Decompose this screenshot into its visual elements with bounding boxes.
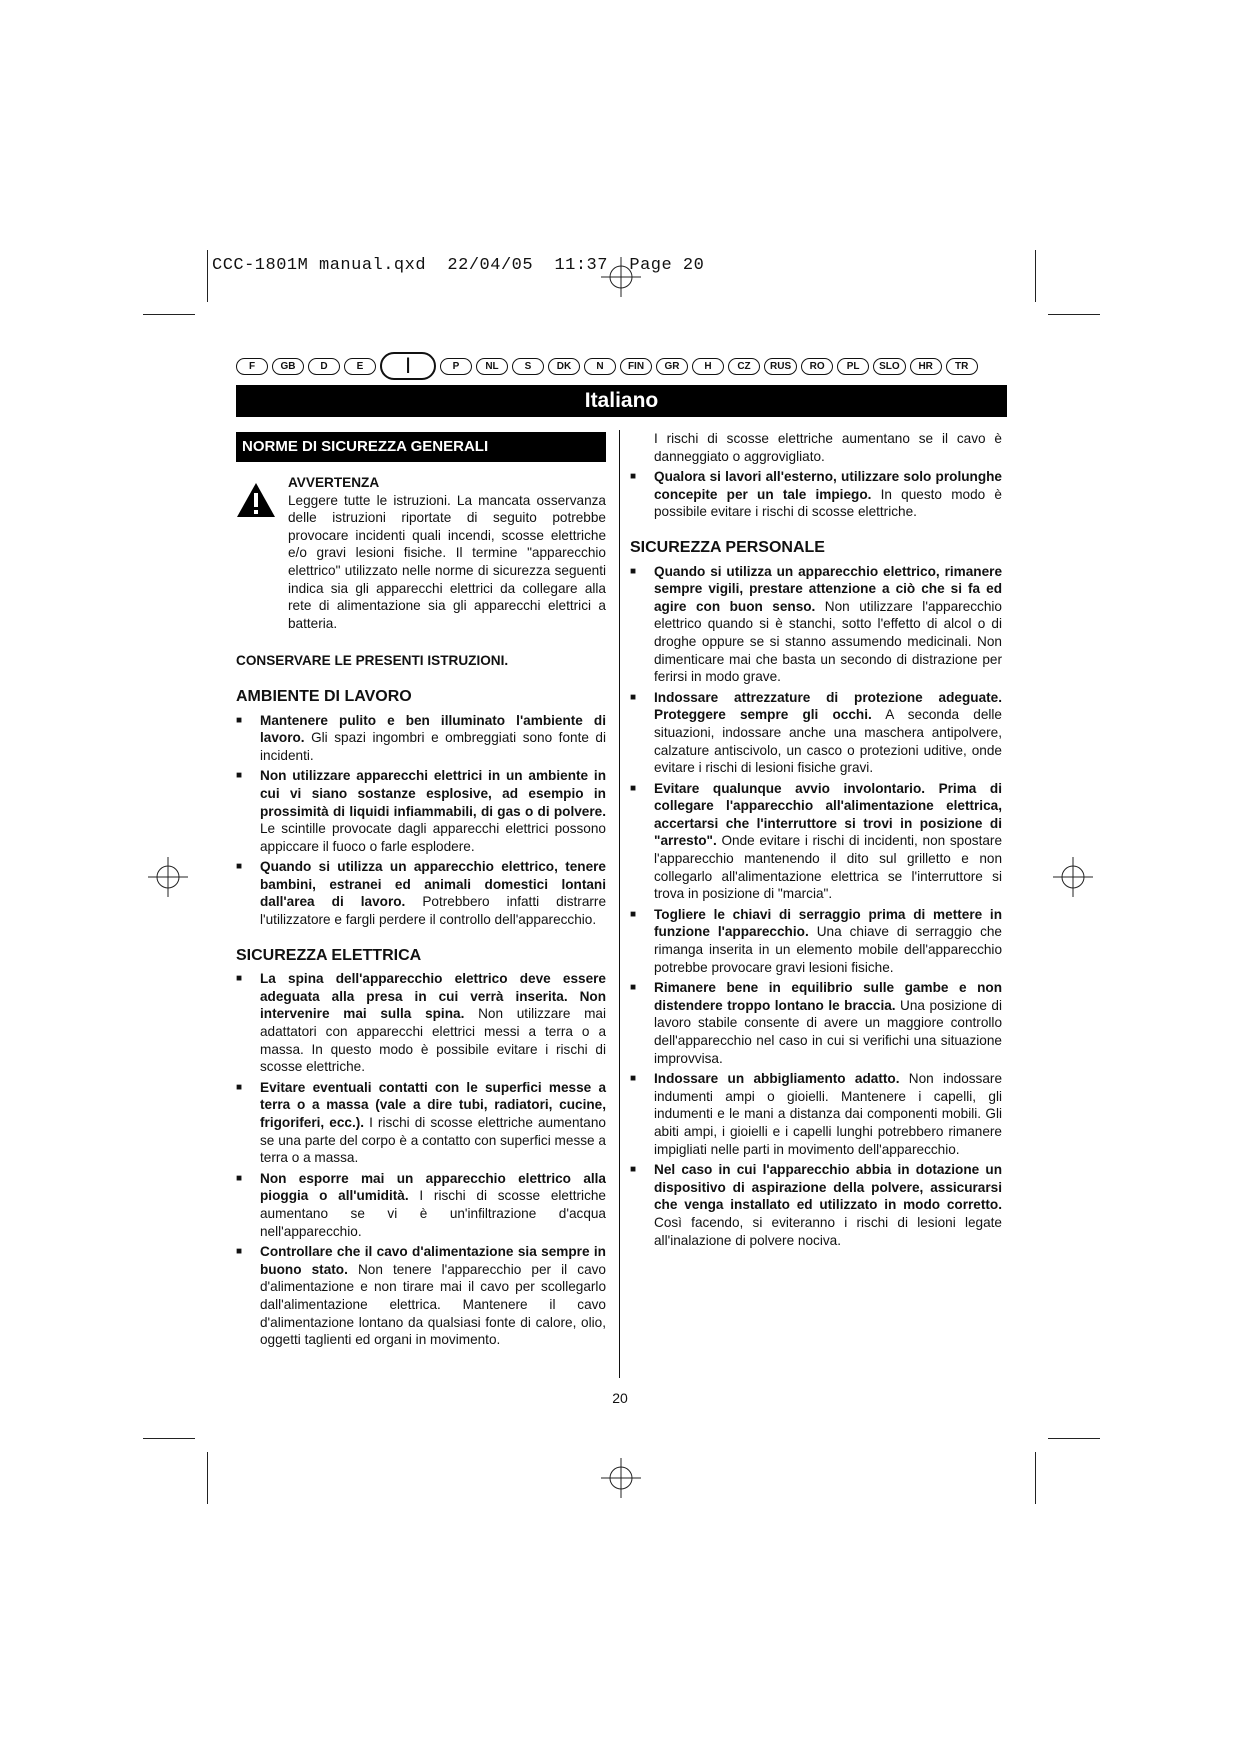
item-bold-text: Evitare qualunque avvio involontario. Prima di collegare l'apparecchio all'alimentazione elettrica, accertarsi che l'interruttore si trovi in posizione di "arresto". bbox=[654, 780, 1002, 849]
language-nl: NL bbox=[476, 358, 508, 375]
item-text bbox=[654, 468, 1002, 521]
language-e: E bbox=[344, 358, 376, 375]
item-bold-text: Quando si utilizza un apparecchio elettrico, rimanere sempre vigili, prestare attenzione a ciò che si fa ed agire con buon senso. bbox=[654, 563, 1002, 614]
warning-block bbox=[236, 474, 606, 632]
list-item bbox=[630, 780, 1002, 903]
left-column bbox=[236, 432, 606, 1352]
language-p: P bbox=[440, 358, 472, 375]
language-ro: RO bbox=[801, 358, 833, 375]
language-cz: CZ bbox=[728, 358, 760, 375]
list-item bbox=[630, 1161, 1002, 1249]
bullet-icon: ■ bbox=[236, 973, 243, 985]
item-text bbox=[260, 1170, 606, 1240]
registration-mark-right-icon bbox=[1053, 857, 1093, 897]
print-slug: CCC-1801M manual.qxd 22/04/05 11:37 Page 20 bbox=[212, 256, 705, 275]
item-bold-text: Qualora si lavori all'esterno, utilizzare solo prolunghe concepite per un tale impiego. bbox=[654, 469, 1002, 502]
item-body-text: Non utilizzare l'apparecchio elettrico quando si è stanchi, sotto l'effetto di alcol o di droghe oppure se si stanno assumendo medicinali. Non dimenticare mai che basta un secondo di distrazione per ferirsi in modo grave. bbox=[654, 598, 1002, 685]
item-bold-text: Quando si utilizza un apparecchio elettrico, tenere bambini, estranei ed animali domestici lontani dall'area di lavoro. bbox=[260, 859, 606, 910]
item-bold-text: Non utilizzare apparecchi elettrici in un ambiente in cui vi siano sostanze esplosive, ad esempio in prossimità di liquidi infiammabili, di gas o di polvere. bbox=[260, 768, 606, 819]
bullet-icon: ■ bbox=[630, 691, 637, 703]
bullet-icon: ■ bbox=[236, 1081, 243, 1093]
language-dk: DK bbox=[548, 358, 580, 375]
item-bold-text: Indossare un abbigliamento adatto. bbox=[654, 1071, 900, 1087]
item-bold-text: Togliere le chiavi di serraggio prima di mettere in funzione l'apparecchio. bbox=[654, 906, 1002, 940]
item-body-text: Non tenere l'apparecchio per il cavo d'alimentazione e non tirare mai il cavo per scollegarlo dall'alimentazione elettrica. Mantenere il cavo d'alimentazione lontano da qualsiasi fonte di calore, olio, oggetti taglienti ed organi in movimento. bbox=[260, 1261, 606, 1348]
list-item bbox=[630, 1070, 1002, 1158]
item-body-text: Una chiave di serraggio che rimanga inserita in un elemento mobile dell'apparecchio potrebbe provocare gravi lesioni fisiche. bbox=[654, 924, 1002, 975]
bullet-icon: ■ bbox=[236, 861, 243, 873]
heading-personal-safety: SICUREZZA PERSONALE bbox=[630, 538, 825, 556]
language-rus: RUS bbox=[764, 358, 797, 375]
item-text bbox=[654, 1070, 1002, 1158]
item-body-text: I rischi di scosse elettriche aumentano se una parte del corpo è a contatto con superfici messe a terra o a massa. bbox=[260, 1115, 606, 1166]
item-body-text: Così facendo, si eviteranno i rischi di lesioni legate all'inalazione di polvere nociva. bbox=[654, 1214, 1002, 1248]
warning-title: AVVERTENZA bbox=[288, 475, 380, 490]
item-text bbox=[654, 563, 1002, 686]
crop-mark-bottom-left-horizontal bbox=[143, 1438, 195, 1439]
item-text bbox=[260, 970, 606, 1076]
item-body-text: Gli spazi ingombri e ombreggiati sono fonte di incidenti. bbox=[260, 730, 606, 763]
registration-mark-left-icon bbox=[148, 857, 188, 897]
item-bold-text: Rimanere bene in equilibrio sulle gambe e non distendere troppo lontano le braccia. bbox=[654, 980, 1002, 1013]
column-divider bbox=[619, 430, 620, 1378]
language-d: D bbox=[308, 358, 340, 375]
bullet-icon: ■ bbox=[630, 565, 637, 577]
bullet-icon: ■ bbox=[630, 1164, 637, 1176]
bullet-icon: ■ bbox=[630, 1073, 637, 1085]
item-body-text: Onde evitare i rischi di incidenti, non spostare l'apparecchio mantenendo il dito sul grilletto e non collegarlo all'alimentazione elettrica se l'interruttore si trova in posizione di "marcia". bbox=[654, 833, 1002, 902]
crop-mark-top-left-horizontal bbox=[143, 314, 195, 315]
item-bold-text: Nel caso in cui l'apparecchio abbia in dotazione un dispositivo di aspirazione della polvere, assicurarsi che venga installato ed utilizzato in modo corretto. bbox=[654, 1162, 1002, 1213]
item-text bbox=[260, 767, 606, 855]
bullet-icon: ■ bbox=[236, 770, 243, 782]
warning-triangle-icon bbox=[236, 474, 276, 632]
item-text bbox=[260, 858, 606, 928]
warning-text: Leggere tutte le istruzioni. La mancata osservanza delle istruzioni riportate di seguito potrebbe provocare incidenti quali incendi, scosse elettriche e/o gravi lesioni fisiche. Il termine "apparecchio elettrico" utilizzato nelle norme di sicurezza seguenti indica sia gli apparecchi elettrici da collegare alla rete di alimentazione sia gli apparecchi elettrici a batteria. bbox=[288, 492, 606, 631]
language-hr: HR bbox=[910, 358, 942, 375]
bullet-icon: ■ bbox=[236, 714, 243, 726]
item-text bbox=[260, 1243, 606, 1349]
item-text bbox=[654, 780, 1002, 903]
crop-mark-bottom-left-vertical bbox=[207, 1452, 208, 1504]
language-tr: TR bbox=[946, 358, 978, 375]
bullet-icon: ■ bbox=[236, 1246, 243, 1258]
bullet-icon: ■ bbox=[630, 782, 637, 794]
language-f: F bbox=[236, 358, 268, 375]
item-text bbox=[654, 1161, 1002, 1249]
item-body-text: I rischi di scosse elettriche aumentano se vi è un'infiltrazione d'acqua nell'apparecchio. bbox=[260, 1188, 606, 1239]
item-body-text: Potrebbero infatti distrarre l'utilizzatore e fargli perdere il controllo dell'apparecchio. bbox=[260, 894, 607, 928]
electrical-safety-list-continued bbox=[630, 468, 1002, 521]
item-text bbox=[260, 712, 606, 765]
bullet-icon: ■ bbox=[236, 1172, 243, 1184]
crop-mark-bottom-right-vertical bbox=[1035, 1452, 1036, 1504]
conserve-instructions: CONSERVARE LE PRESENTI ISTRUZIONI. bbox=[236, 653, 509, 669]
item-body-text: Una posizione di lavoro stabile consente di avere un maggiore controllo dell'apparecchio nel caso in cui si verifichi una situazione improvvisa. bbox=[654, 997, 1002, 1066]
crop-mark-top-right-horizontal bbox=[1048, 314, 1100, 315]
list-item bbox=[236, 767, 606, 855]
heading-work-area: AMBIENTE DI LAVORO bbox=[236, 687, 412, 705]
item-bold-text: Controllare che il cavo d'alimentazione sia sempre in buono stato. bbox=[260, 1244, 606, 1277]
item-body-text: In questo modo è possibile evitare i rischi di scosse elettriche. bbox=[654, 486, 1002, 520]
bullet-icon: ■ bbox=[630, 908, 637, 920]
list-item bbox=[236, 970, 606, 1076]
bullet-icon: ■ bbox=[630, 982, 637, 994]
language-fin: FIN bbox=[620, 358, 652, 375]
list-item bbox=[236, 712, 606, 765]
work-area-list bbox=[236, 712, 606, 929]
personal-safety-list bbox=[630, 563, 1002, 1250]
language-selector bbox=[236, 352, 1006, 380]
list-item bbox=[236, 1243, 606, 1349]
crop-mark-top-left-vertical bbox=[207, 250, 208, 302]
section-title-general-safety: NORME DI SICUREZZA GENERALI bbox=[236, 432, 606, 462]
crop-mark-top-right-vertical bbox=[1035, 250, 1036, 302]
item-text bbox=[654, 979, 1002, 1067]
language-pl: PL bbox=[837, 358, 869, 375]
crop-mark-bottom-right-horizontal bbox=[1048, 1438, 1100, 1439]
item-bold-text: Evitare eventuali contatti con le superfici messe a terra o a massa (vale a dire tubi, radiatori, cucine, frigoriferi, ecc.). bbox=[260, 1079, 606, 1130]
item-text bbox=[654, 689, 1002, 777]
item-body-text: Non utilizzare mai adattatori con apparecchi elettrici messi a terra o a massa. In questo modo è possibile evitare i rischi di scosse elettriche. bbox=[260, 1006, 606, 1075]
electrical-safety-list bbox=[236, 970, 606, 1348]
language-gr: GR bbox=[656, 358, 688, 375]
list-item bbox=[630, 979, 1002, 1067]
language-n: N bbox=[584, 358, 616, 375]
item-bold-text: La spina dell'apparecchio elettrico deve essere adeguata alla presa in cui verrà inserita. Non intervenire mai sulla spina. bbox=[260, 971, 606, 1022]
list-item bbox=[630, 689, 1002, 777]
item-bold-text: Mantenere pulito e ben illuminato l'ambiente di lavoro. bbox=[260, 712, 606, 746]
item-text bbox=[654, 906, 1002, 976]
item-bold-text: Indossare attrezzature di protezione adeguate. Proteggere sempre gli occhi. bbox=[654, 689, 1002, 723]
item-body-text: Le scintille provocate dagli apparecchi elettrici possono appiccare il fuoco o farle esplodere. bbox=[260, 821, 606, 854]
continuation-text: I rischi di scosse elettriche aumentano se il cavo è danneggiato o aggrovigliato. bbox=[654, 431, 1002, 464]
list-item bbox=[630, 468, 1002, 521]
item-bold-text: Non esporre mai un apparecchio elettrico alla pioggia o all'umidità. bbox=[260, 1170, 606, 1204]
right-column bbox=[630, 430, 1002, 1252]
heading-electrical-safety: SICUREZZA ELETTRICA bbox=[236, 946, 422, 964]
language-s: S bbox=[512, 358, 544, 375]
language-i: I bbox=[380, 352, 436, 380]
list-item bbox=[630, 906, 1002, 976]
language-slo: SLO bbox=[873, 358, 906, 375]
list-item bbox=[630, 563, 1002, 686]
list-item bbox=[236, 858, 606, 928]
list-item bbox=[236, 1079, 606, 1167]
bullet-icon: ■ bbox=[630, 471, 637, 483]
list-item bbox=[236, 1170, 606, 1240]
registration-mark-bottom-icon bbox=[601, 1458, 641, 1498]
item-text bbox=[260, 1079, 606, 1167]
item-body-text: Non indossare indumenti ampi o gioielli. Mantenere i capelli, gli indumenti e le mani a distanza dai componenti mobili. Gli abiti ampi, i gioielli e i capelli lunghi potrebbero rimanere impigliati nelle parti in movimento dell'apparecchio. bbox=[654, 1071, 1002, 1157]
page-title: Italiano bbox=[236, 385, 1007, 417]
item-body-text: A seconda delle situazioni, indossare anche una maschera antipolvere, calzature antiscivolo, un casco o protezioni uditive, onde evitare i rischi di lesioni fisiche gravi. bbox=[654, 707, 1002, 776]
language-gb: GB bbox=[272, 358, 304, 375]
language-h: H bbox=[692, 358, 724, 375]
page-number: 20 bbox=[612, 1390, 628, 1406]
